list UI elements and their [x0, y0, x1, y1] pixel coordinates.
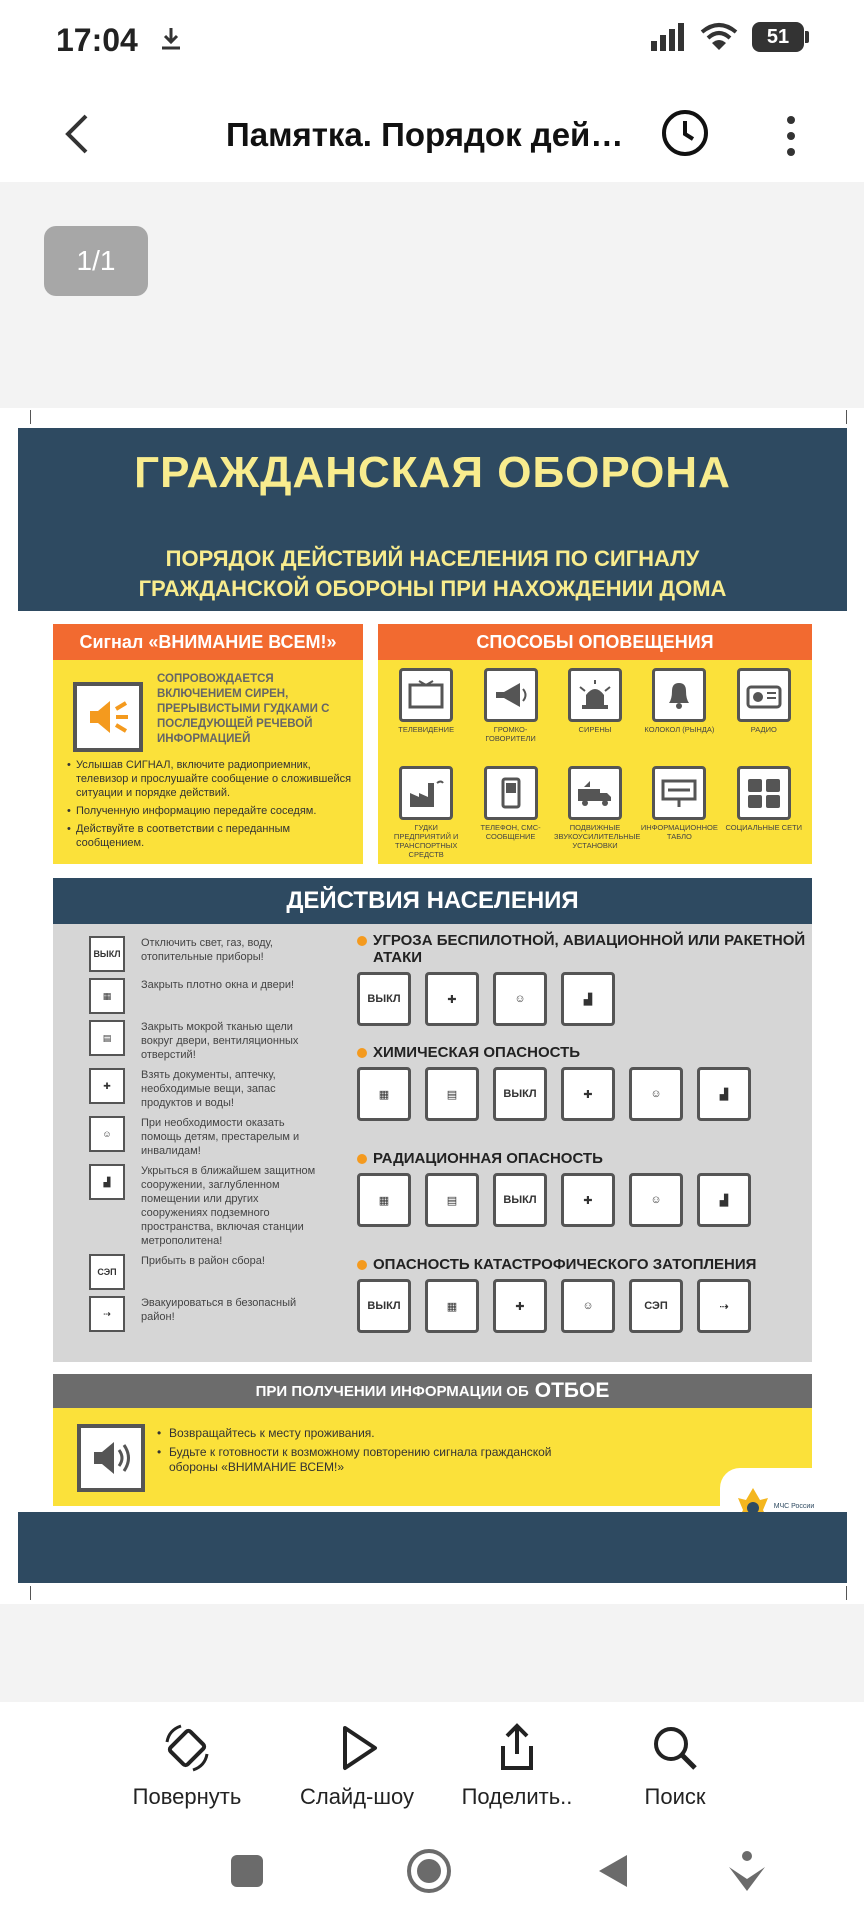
assembly-point-icon: СЭП [89, 1254, 125, 1290]
signal-description: СОПРОВОЖДАЕТСЯ ВКЛЮЧЕНИЕМ СИРЕН, ПРЕРЫВИСТЫМИ ГУДКАМИ С ПОСЛЕДУЮЩЕЙ РЕЧЕВОЙ ИНФОРМАЦИЕЙ [157, 673, 330, 745]
signal-instructions [67, 758, 357, 854]
poster-subtitle: ПОРЯДОК ДЕЙСТВИЙ НАСЕЛЕНИЯ ПО СИГНАЛУ ГРАЖДАНСКОЙ ОБОРОНЫ ПРИ НАХОЖДЕНИИ ДОМА [138, 546, 727, 601]
alert-methods-grid: ТЕЛЕВИДЕНИЕ ГРОМКО-ГОВОРИТЕЛИ СИРЕНЫ КОЛОКОЛ (РЫНДА) РАДИО ГУДКИ ПРЕДПРИЯТИЙ И ТРАНСПОРТНЫХ СРЕДСТВ ТЕЛЕФОН, СМС-СООБЩЕНИЕ ПОДВИЖНЫЕ ЗВУКОУСИЛИТЕЛЬНЫЕ УСТАНОВКИ ИНФОРМАЦИОННОЕ ТАБЛО СОЦИАЛЬНЫЕ СЕТИ [384, 668, 806, 860]
list-item: • Полученную информацию передайте соседям. [67, 804, 357, 818]
actions-list [89, 936, 319, 1338]
help-people-icon: ☺ [629, 1173, 683, 1227]
list-item: ⇢ Эвакуироваться в безопасный район! [89, 1296, 319, 1332]
list-item: СЭП Прибыть в район сбора! [89, 1254, 319, 1290]
list-item: ВЫКЛ Отключить свет, газ, воду, отопительные приборы! [89, 936, 319, 972]
status-bar [0, 0, 864, 86]
help-people-icon: ☺ [629, 1067, 683, 1121]
threat-flood: ОПАСНОСТЬ КАТАСТРОФИЧЕСКОГО ЗАТОПЛЕНИЯ ВЫКЛ ▦ ✚ ☺ СЭП ⇢ [357, 1256, 807, 1333]
help-people-icon: ☺ [89, 1116, 125, 1152]
all-clear-header: ПРИ ПОЛУЧЕНИИ ИНФОРМАЦИИ ОБ ОТБОЕ [53, 1374, 812, 1408]
list-item: ▟ Укрыться в ближайшем защитном сооружении, заглубленном помещении или других сооружениях подземного пространства, включая станции метрополитена! [89, 1164, 319, 1248]
history-clock-icon[interactable] [660, 108, 710, 158]
home-circle-icon [406, 1848, 452, 1894]
search-button[interactable]: Поиск [600, 1722, 750, 1810]
actions-header: ДЕЙСТВИЯ НАСЕЛЕНИЯ [53, 878, 812, 924]
home-button[interactable] [404, 1846, 454, 1896]
alert-methods-header: СПОСОБЫ ОПОВЕЩЕНИЯ [378, 624, 812, 660]
list-item: ▤ Закрыть мокрой тканью щели вокруг двери, вентиляционных отверстий! [89, 1020, 319, 1062]
list-item: • Возвращайтесь к месту проживания. [157, 1426, 597, 1441]
threat-radiation: РАДИАЦИОННАЯ ОПАСНОСТЬ ▦ ▤ ВЫКЛ ✚ ☺ ▟ [357, 1150, 807, 1227]
search-icon [649, 1722, 701, 1774]
app-bar [0, 86, 864, 182]
back-triangle-icon [595, 1851, 631, 1891]
help-people-icon: ☺ [561, 1279, 615, 1333]
slideshow-button[interactable]: Слайд-шоу [282, 1722, 432, 1810]
evacuate-icon: ⇢ [89, 1296, 125, 1332]
speaker-icon [77, 1424, 145, 1492]
poster-title: ГРАЖДАНСКАЯ ОБОРОНА [134, 448, 731, 497]
system-navigation-bar [0, 1822, 864, 1920]
power-off-icon: ВЫКЛ [357, 1279, 411, 1333]
close-window-icon: ▦ [357, 1067, 411, 1121]
share-button[interactable]: Поделить.. [442, 1722, 592, 1810]
threat-air-attack: УГРОЗА БЕСПИЛОТНОЙ, АВИАЦИОННОЙ ИЛИ РАКЕТНОЙ АТАКИ ВЫКЛ ✚ ☺ ▟ [357, 932, 807, 1026]
threat-chemical: ХИМИЧЕСКАЯ ОПАСНОСТЬ ▦ ▤ ВЫКЛ ✚ ☺ ▟ [357, 1044, 807, 1121]
poster [18, 428, 847, 1583]
power-off-icon: ВЫКЛ [89, 936, 125, 972]
play-icon [331, 1722, 383, 1774]
help-people-icon: ☺ [493, 972, 547, 1026]
mchs-logo: МЧС России [720, 1468, 830, 1544]
alert-methods-box [378, 624, 812, 864]
power-off-icon: ВЫКЛ [493, 1067, 547, 1121]
board-icon [652, 766, 706, 820]
poster-footer [18, 1512, 847, 1583]
loudspeaker-icon [484, 668, 538, 722]
all-clear-instructions [157, 1426, 597, 1479]
close-window-icon: ▦ [89, 978, 125, 1014]
tv-icon [399, 668, 453, 722]
all-clear-box [53, 1374, 812, 1506]
document-title: Памятка. Порядок дей… [226, 116, 624, 153]
social-icon [737, 766, 791, 820]
signal-box [53, 624, 363, 864]
accessibility-button[interactable] [722, 1846, 772, 1896]
rotate-button[interactable]: Повернуть [112, 1722, 262, 1810]
list-item: • Действуйте в соответствии с переданным сообщением. [67, 822, 357, 850]
speaker-icon [73, 682, 143, 752]
actions-section [53, 878, 812, 1362]
list-item: • Услышав СИГНАЛ, включите радиоприемник, телевизор и прослушайте сообщение о сложившейся ситуации и порядке действий. [67, 758, 357, 800]
status-time: 17:04 [56, 22, 138, 58]
wifi-icon [700, 22, 738, 52]
rotate-icon [161, 1722, 213, 1774]
more-options-icon[interactable] [776, 112, 806, 160]
bottom-toolbar [0, 1702, 864, 1822]
poster-header [18, 428, 847, 611]
documents-kit-icon: ✚ [561, 1067, 615, 1121]
list-item: ☺ При необходимости оказать помощь детям, престарелым и инвалидам! [89, 1116, 319, 1158]
bell-icon [652, 668, 706, 722]
siren-icon [568, 668, 622, 722]
list-item: ▦ Закрыть плотно окна и двери! [89, 978, 319, 1014]
page-indicator: 1/1 [44, 226, 148, 296]
phone-icon [484, 766, 538, 820]
power-off-icon: ВЫКЛ [357, 972, 411, 1026]
share-icon [491, 1722, 543, 1774]
seal-gaps-icon: ▤ [425, 1173, 479, 1227]
evacuate-icon: ⇢ [697, 1279, 751, 1333]
shelter-icon: ▟ [561, 972, 615, 1026]
power-off-icon: ВЫКЛ [493, 1173, 547, 1227]
shelter-icon: ▟ [697, 1067, 751, 1121]
documents-kit-icon: ✚ [425, 972, 479, 1026]
seal-gaps-icon: ▤ [425, 1067, 479, 1121]
download-icon [156, 24, 186, 54]
seal-gaps-icon: ▤ [89, 1020, 125, 1056]
list-item: • Будьте к готовности к возможному повторению сигнала гражданской обороны «ВНИМАНИЕ ВСЕМ!» [157, 1445, 597, 1475]
shelter-icon: ▟ [89, 1164, 125, 1200]
square-icon [229, 1853, 265, 1889]
close-window-icon: ▦ [425, 1279, 479, 1333]
recents-button[interactable] [222, 1846, 272, 1896]
radio-icon [737, 668, 791, 722]
factory-icon [399, 766, 453, 820]
back-arrow-icon[interactable] [58, 110, 98, 158]
shelter-icon: ▟ [697, 1173, 751, 1227]
accessibility-icon [725, 1849, 769, 1893]
list-item: ✚ Взять документы, аптечку, необходимые вещи, запас продуктов и воды! [89, 1068, 319, 1110]
signal-header: Сигнал «ВНИМАНИЕ ВСЕМ!» [53, 624, 363, 660]
documents-kit-icon: ✚ [89, 1068, 125, 1104]
signal-icon [650, 23, 686, 51]
truck-icon [568, 766, 622, 820]
documents-kit-icon: ✚ [561, 1173, 615, 1227]
documents-kit-icon: ✚ [493, 1279, 547, 1333]
battery-indicator: 51 [752, 22, 804, 52]
assembly-point-icon: СЭП [629, 1279, 683, 1333]
back-button[interactable] [588, 1846, 638, 1896]
close-window-icon: ▦ [357, 1173, 411, 1227]
